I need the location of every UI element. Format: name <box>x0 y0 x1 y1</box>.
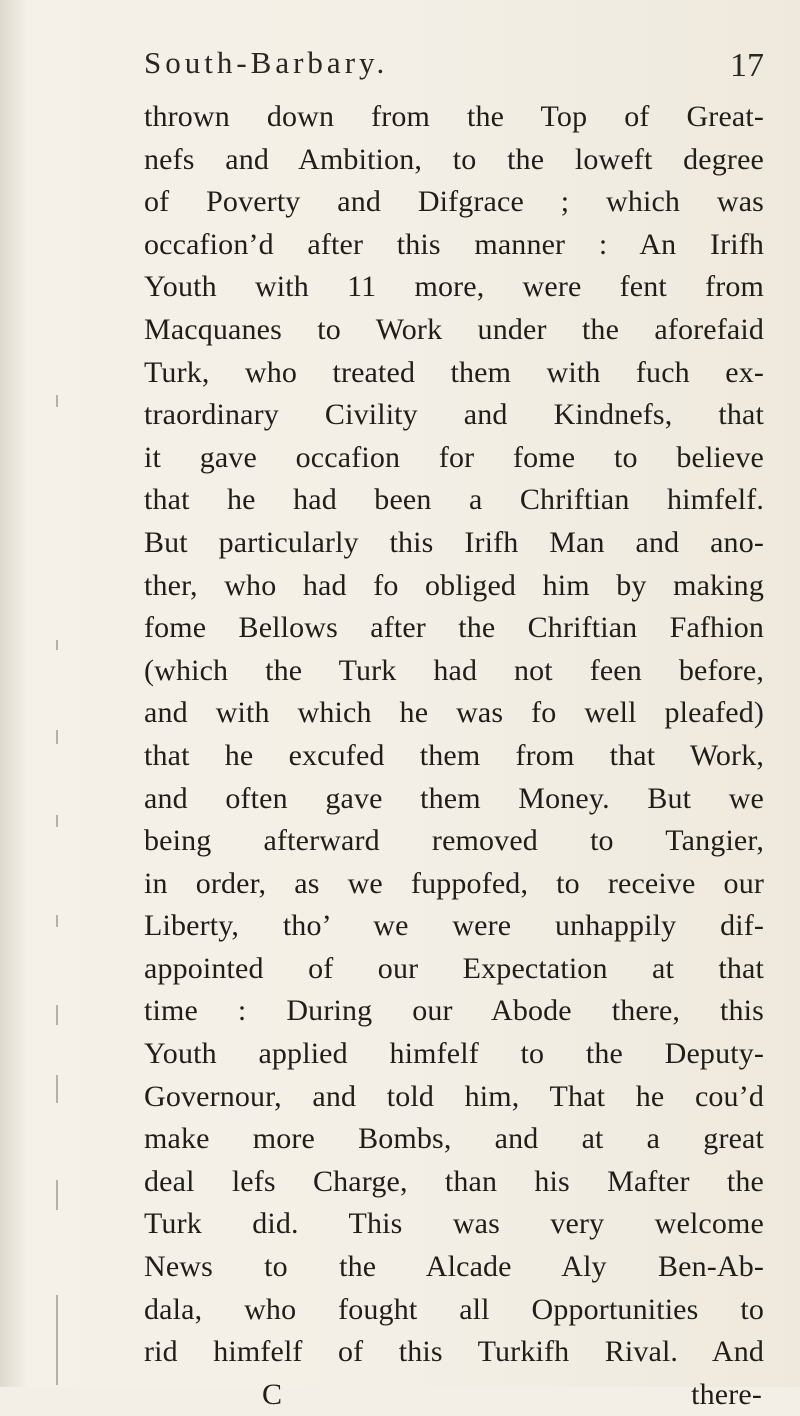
margin-mark <box>56 1075 58 1103</box>
text-line: that he had been a Chriftian himfelf. <box>144 483 764 517</box>
text-line: Youth applied himfelf to the Deputy- <box>144 1037 764 1071</box>
text-line: and often gave them Money. But we <box>144 781 764 815</box>
text-line: ther, who had fo obliged him by making <box>144 568 764 602</box>
text-line: occafion’d after this manner : An Irifh <box>144 227 764 261</box>
text-line: make more Bombs, and at a great <box>144 1122 764 1156</box>
gutter-shadow <box>0 0 28 1387</box>
text-line: But particularly this Irifh Man and ano- <box>144 525 764 559</box>
text-line: Turk did. This was very welcome <box>144 1207 764 1241</box>
text-line: thrown down from the Top of Great- <box>144 100 764 133</box>
text-line: Youth with 11 more, were fent from <box>144 270 764 304</box>
text-line: Liberty, tho’ we were unhappily dif- <box>144 909 764 943</box>
text-line: nefs and Ambition, to the loweft degree <box>144 142 764 176</box>
text-line: deal lefs Charge, than his Mafter the <box>144 1164 764 1198</box>
margin-mark <box>56 815 58 827</box>
margin-mark <box>56 1005 58 1025</box>
margin-mark <box>56 915 58 927</box>
page-number: 17 <box>730 47 764 84</box>
margin-mark <box>56 1295 58 1385</box>
text-line: Governour, and told him, That he cou’d <box>144 1079 764 1113</box>
margin-mark <box>56 1180 58 1210</box>
margin-mark <box>56 640 58 650</box>
catchword: there- <box>691 1377 762 1411</box>
text-line: appointed of our Expectation at that <box>144 951 764 985</box>
text-line: it gave occafion for fome to believe <box>144 440 764 474</box>
text-line: time : During our Abode there, this <box>144 994 764 1028</box>
body-text <box>144 96 764 1416</box>
margin-mark <box>56 395 58 407</box>
signature-mark: C <box>262 1377 283 1411</box>
footer-line <box>144 1374 764 1416</box>
page-header <box>144 35 764 95</box>
text-line: rid himfelf of this Turkifh Rival. And <box>144 1335 764 1369</box>
text-line: of Poverty and Difgrace ; which was <box>144 185 764 219</box>
text-line: that he excufed them from that Work, <box>144 738 764 772</box>
text-line: being afterward removed to Tangier, <box>144 824 764 858</box>
text-line: and with which he was fo well pleafed) <box>144 696 764 730</box>
text-line: Turk, who treated them with fuch ex- <box>144 355 764 389</box>
text-line: dala, who fought all Opportunities to <box>144 1292 764 1326</box>
text-line: Macquanes to Work under the aforefaid <box>144 312 764 346</box>
text-line: News to the Alcade Aly Ben-Ab- <box>144 1250 764 1284</box>
text-line: (which the Turk had not feen before, <box>144 653 764 687</box>
text-line: in order, as we fuppofed, to receive our <box>144 866 764 900</box>
text-line: fome Bellows after the Chriftian Fafhion <box>144 611 764 645</box>
margin-mark <box>56 730 58 744</box>
text-line: traordinary Civility and Kindnefs, that <box>144 398 764 432</box>
running-head: South-Barbary. <box>144 45 389 80</box>
